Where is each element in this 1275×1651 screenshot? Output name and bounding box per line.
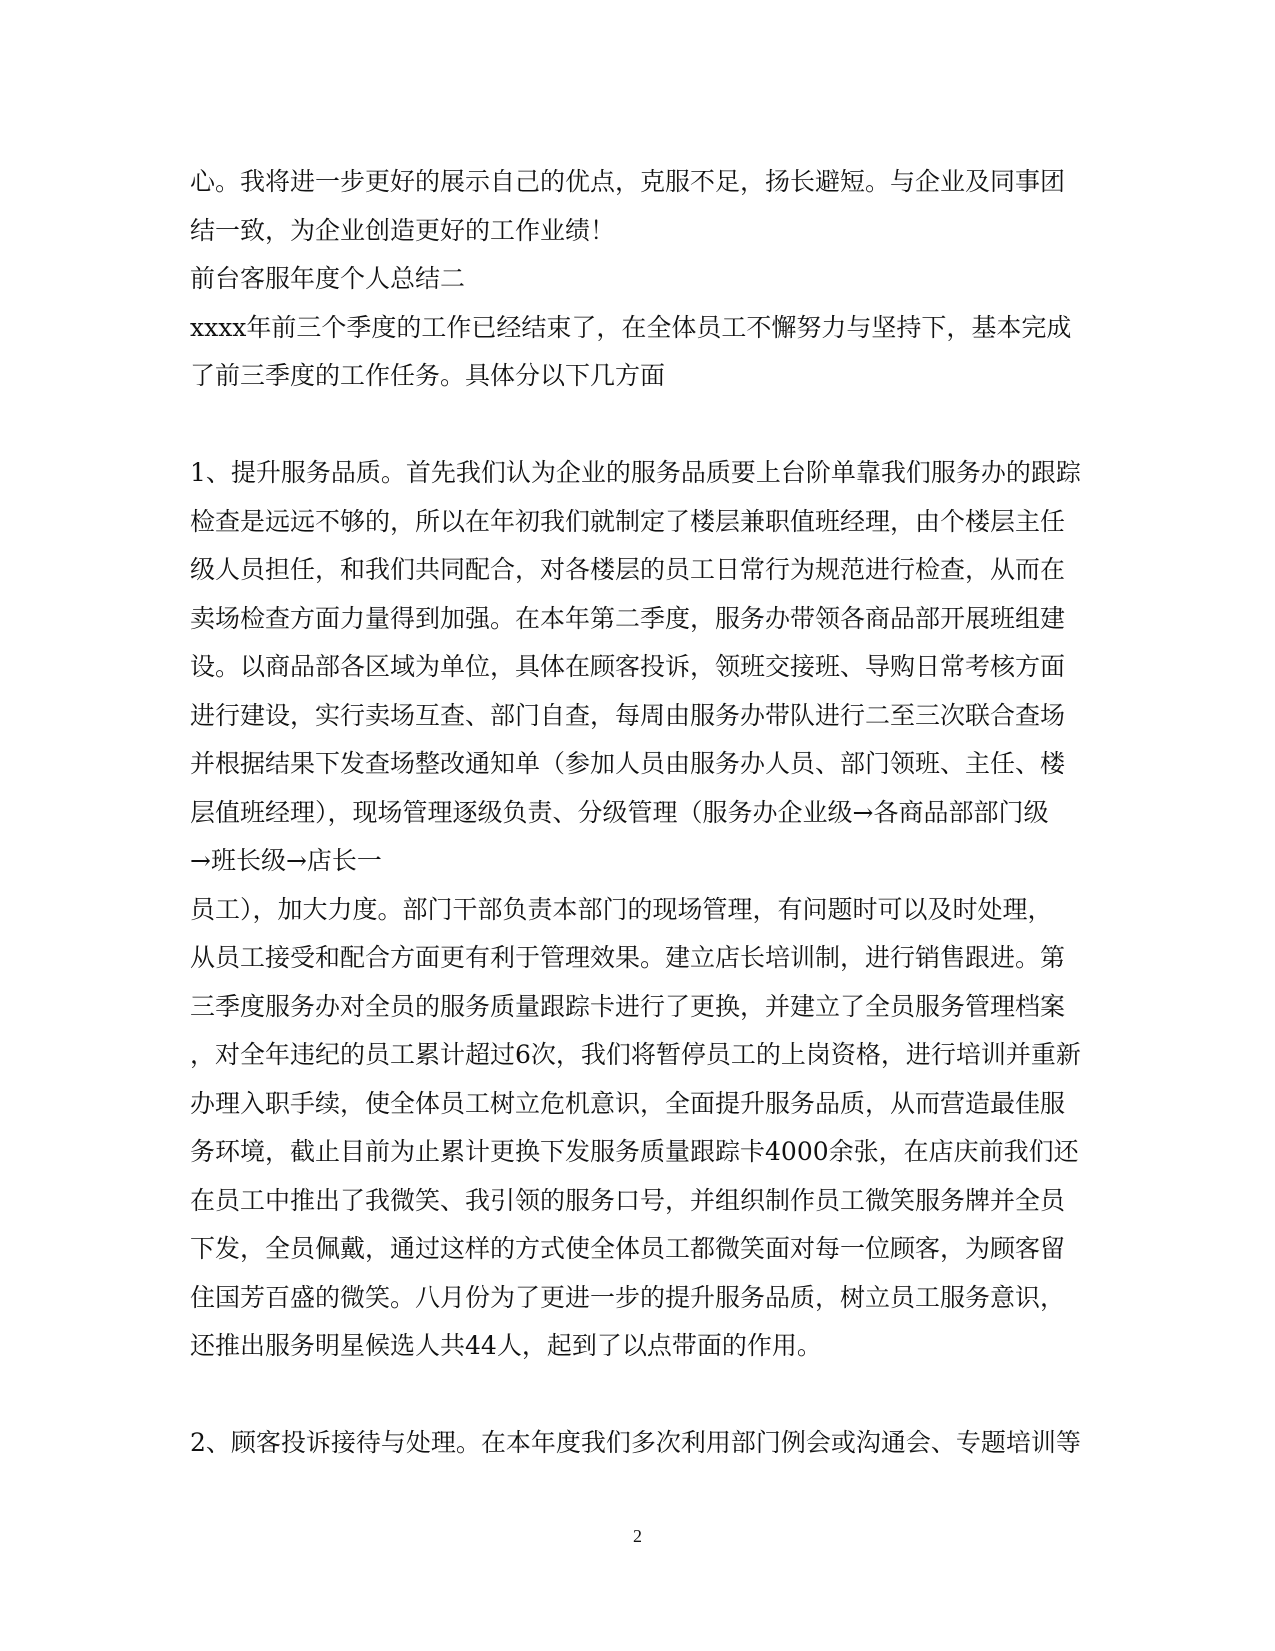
text-line: xxxx年前三个季度的工作已经结束了，在全体员工不懈努力与坚持下，基本完成: [190, 312, 1072, 342]
paragraph-gap: [190, 401, 1090, 450]
text-line: 还推出服务明星候选人共44人，起到了以点带面的作用。: [190, 1331, 822, 1360]
text-line: 办理入职手续，使全体员工树立危机意识，全面提升服务品质，从而营造最佳服: [190, 1088, 1066, 1118]
text-line: 1、提升服务品质。首先我们认为企业的服务品质要上台阶单靠我们服务办的跟踪: [190, 458, 1081, 487]
text-line: 设。以商品部各区域为单位，具体在顾客投诉，领班交接班、导购日常考核方面: [190, 652, 1066, 681]
text-line: 三季度服务办对全员的服务质量跟踪卡进行了更换，并建立了全员服务管理档案: [190, 991, 1066, 1021]
text-line: 检查是远远不够的，所以在年初我们就制定了楼层兼职值班经理，由个楼层主任: [190, 506, 1066, 536]
text-line: 住国芳百盛的微笑。八月份为了更进一步的提升服务品质，树立员工服务意识，: [190, 1282, 1066, 1312]
text-line: 结一致，为企业创造更好的工作业绩！: [190, 215, 616, 245]
text-line: 了前三季度的工作任务。具体分以下几方面: [190, 361, 666, 390]
page-number: 2: [633, 1526, 642, 1546]
text-line: ，对全年违纪的员工累计超过6次，我们将暂停员工的上岗资格，进行培训并重新: [190, 1040, 1081, 1069]
text-line: 从员工接受和配合方面更有利于管理效果。建立店长培训制，进行销售跟进。第: [190, 943, 1066, 972]
text-line: 并根据结果下发查场整改通知单（参加人员由服务办人员、部门领班、主任、楼: [190, 749, 1066, 778]
text-line: 务环境，截止目前为止累计更换下发服务质量跟踪卡4000余张，在店庆前我们还: [190, 1137, 1079, 1166]
text-line: 下发，全员佩戴，通过这样的方式使全体员工都微笑面对每一位顾客，为顾客留: [190, 1234, 1066, 1263]
document-body: [190, 158, 1090, 1468]
text-line: 层值班经理），现场管理逐级负责、分级管理（服务办企业级→各商品部部门级: [190, 797, 1049, 827]
text-line: 进行建设，实行卖场互查、部门自查，每周由服务办带队进行二至三次联合查场: [190, 700, 1066, 730]
text-line: 卖场检查方面力量得到加强。在本年第二季度，服务办带领各商品部开展班组建: [190, 603, 1066, 633]
section-heading: 前台客服年度个人总结二: [190, 264, 466, 293]
text-line: 2、顾客投诉接待与处理。在本年度我们多次利用部门例会或沟通会、专题培训等: [190, 1428, 1081, 1457]
text-line: →班长级→店长一: [190, 846, 382, 875]
text-line: 员工），加大力度。部门干部负责本部门的现场管理，有问题时可以及时处理，: [190, 894, 1053, 924]
text-line: 心。我将进一步更好的展示自己的优点，克服不足，扬长避短。与企业及同事团: [190, 167, 1066, 196]
paragraph-gap: [190, 1371, 1090, 1420]
text-line: 在员工中推出了我微笑、我引领的服务口号，并组织制作员工微笑服务牌并全员: [190, 1185, 1066, 1215]
text-line: 级人员担任，和我们共同配合，对各楼层的员工日常行为规范进行检查，从而在: [190, 555, 1066, 584]
